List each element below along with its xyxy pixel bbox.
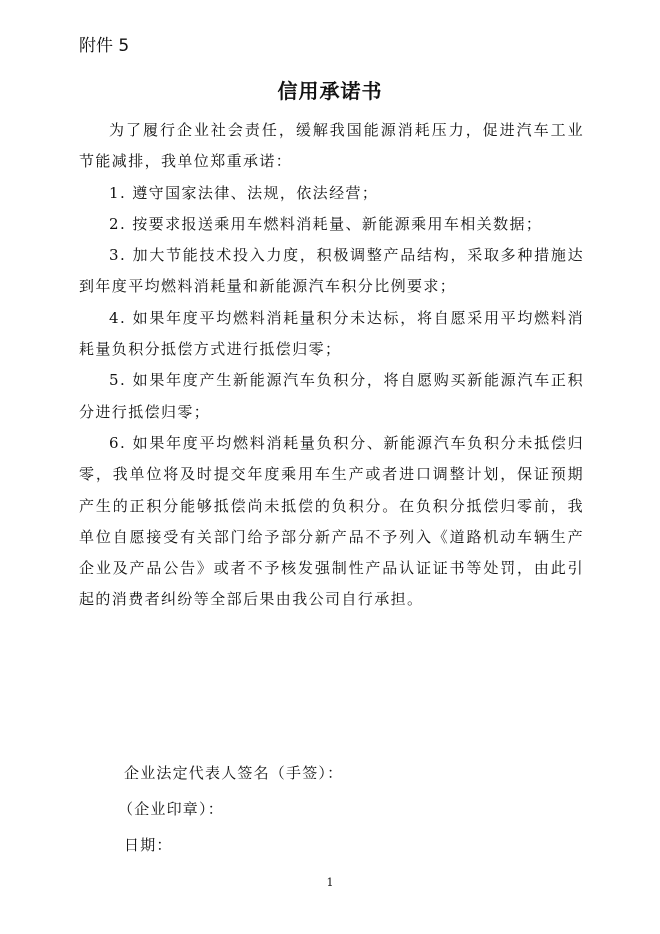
commitment-item-3: 3. 加大节能技术投入力度，积极调整产品结构，采取多种措施达到年度平均燃料消耗量和新能源汽车积分比例要求； (79, 246, 584, 296)
representative-signature-label: 企业法定代表人签名（手签）： (124, 764, 344, 782)
company-seal-label: （企业印章）： (118, 800, 224, 818)
commitment-item-1: 1. 遵守国家法律、法规，依法经营； (109, 183, 379, 202)
commitment-body (79, 115, 584, 616)
attachment-label: 附件 5 (79, 36, 130, 56)
intro-paragraph: 为了履行企业社会责任，缓解我国能源消耗压力，促进汽车工业节能减排，我单位郑重承诺： (79, 121, 584, 171)
commitment-item-2: 2. 按要求报送乘用车燃料消耗量、新能源乘用车相关数据； (109, 214, 543, 233)
commitment-item-4: 4. 如果年度平均燃料消耗量积分未达标，将自愿采用平均燃料消耗量负积分抵偿方式进行抵偿归零； (79, 308, 584, 359)
date-label: 日期： (124, 836, 173, 854)
document-title: 信用承诺书 (277, 79, 383, 103)
page-number: 1 (326, 876, 334, 889)
commitment-item-5: 5. 如果年度产生新能源汽车负积分，将自愿购买新能源汽车正积分进行抵偿归零； (79, 371, 584, 421)
commitment-item-6: 6. 如果年度平均燃料消耗量负积分、新能源汽车负积分未抵偿归零，我单位将及时提交年度乘用车生产或者进口调整计划，保证预期产生的正积分能够抵偿尚未抵偿的负积分。在负积分抵偿归零前，我单位自愿接受有关部门给予部分新产品不予列入《道路机动车辆生产企业及产品公告》或者不予核发强制性产品认证证书等处罚，由此引起的消费者纠纷等全部后果由我公司自行承担。 (79, 433, 584, 609)
